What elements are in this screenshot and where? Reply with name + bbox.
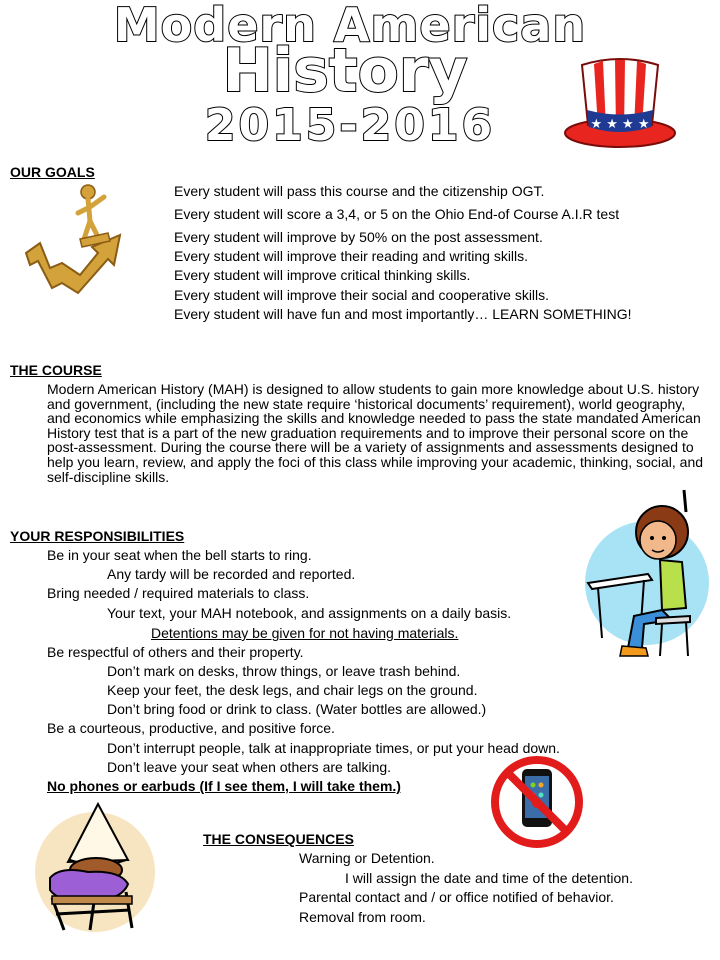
responsibility-item: Bring needed / required materials to class. [47,585,310,601]
no-phones-rule: No phones or earbuds (If I see them, I will take them.) [47,778,401,794]
consequence-item: Warning or Detention. [299,850,435,866]
success-arrow-figure-icon [22,183,132,303]
responsibility-subitem: Don’t leave your seat when others are talking. [107,759,392,775]
no-phone-icon [488,755,588,850]
responsibility-subitem: Keep your feet, the desk legs, and chair legs on the ground. [107,682,478,698]
title-line-3: 2015-2016 [204,100,496,151]
goal-item: Every student will pass this course and the citizenship OGT. [174,183,545,199]
student-at-desk-icon [582,488,712,663]
consequences-heading: THE CONSEQUENCES [203,831,354,847]
course-description: Modern American History (MAH) is designed to allow students to gain more knowledge about U.S. history and government, (including the new state require ‘historical documents’ requirement), world geography, and economics while emphasizing the skills and knowledge needed to pass the state mandated American History test that is a part of the new graduation requirements and to improve their personal score on the post-assessment. During the course there will be a variety of assignments and assessments designed to help you learn, review, and apply the foci of this class while improving your academic, thinking, social, and self-discipline skills. [47,381,704,485]
title-line-1: Modern American [113,0,587,52]
responsibility-item: Be a courteous, productive, and positive force. [47,720,335,736]
consequence-item: Removal from room. [299,909,426,925]
consequence-subitem: I will assign the date and time of the detention. [345,870,633,886]
goal-item: Every student will improve their social and cooperative skills. [174,287,550,303]
responsibility-subitem: Don’t mark on desks, throw things, or leave trash behind. [107,663,461,679]
responsibility-subitem: Don’t interrupt people, talk at inappropriate times, or put your head down. [107,740,560,756]
responsibilities-heading: YOUR RESPONSIBILITIES [10,528,185,544]
goals-heading: OUR GOALS [10,164,95,180]
goal-item: Every student will improve their reading and writing skills. [174,248,529,264]
goal-item: Every student will improve by 50% on the post assessment. [174,229,543,245]
dunce-cap-student-icon [30,800,160,935]
responsibility-item: Be in your seat when the bell starts to ring. [47,547,312,563]
consequence-item: Parental contact and / or office notified of behavior. [299,889,614,905]
detention-warning: Detentions may be given for not having materials. [151,625,459,641]
goal-item: Every student will score a 3,4, or 5 on the Ohio End-of Course A.I.R test [174,206,620,222]
goal-item: Every student will improve critical thinking skills. [174,267,471,283]
responsibility-subitem: Any tardy will be recorded and reported. [107,566,356,582]
responsibility-subitem: Your text, your MAH notebook, and assignments on a daily basis. [107,605,512,621]
goal-item: Every student will have fun and most importantly… LEARN SOMETHING! [174,306,632,322]
responsibility-subitem: Don’t bring food or drink to class. (Water bottles are allowed.) [107,701,487,717]
title-line-2: History [222,36,468,106]
svg-text:★ ★ ★ ★: ★ ★ ★ ★ [590,117,650,132]
responsibility-item: Be respectful of others and their property. [47,644,304,660]
top-hat-icon [560,55,680,150]
course-heading: THE COURSE [10,362,102,378]
